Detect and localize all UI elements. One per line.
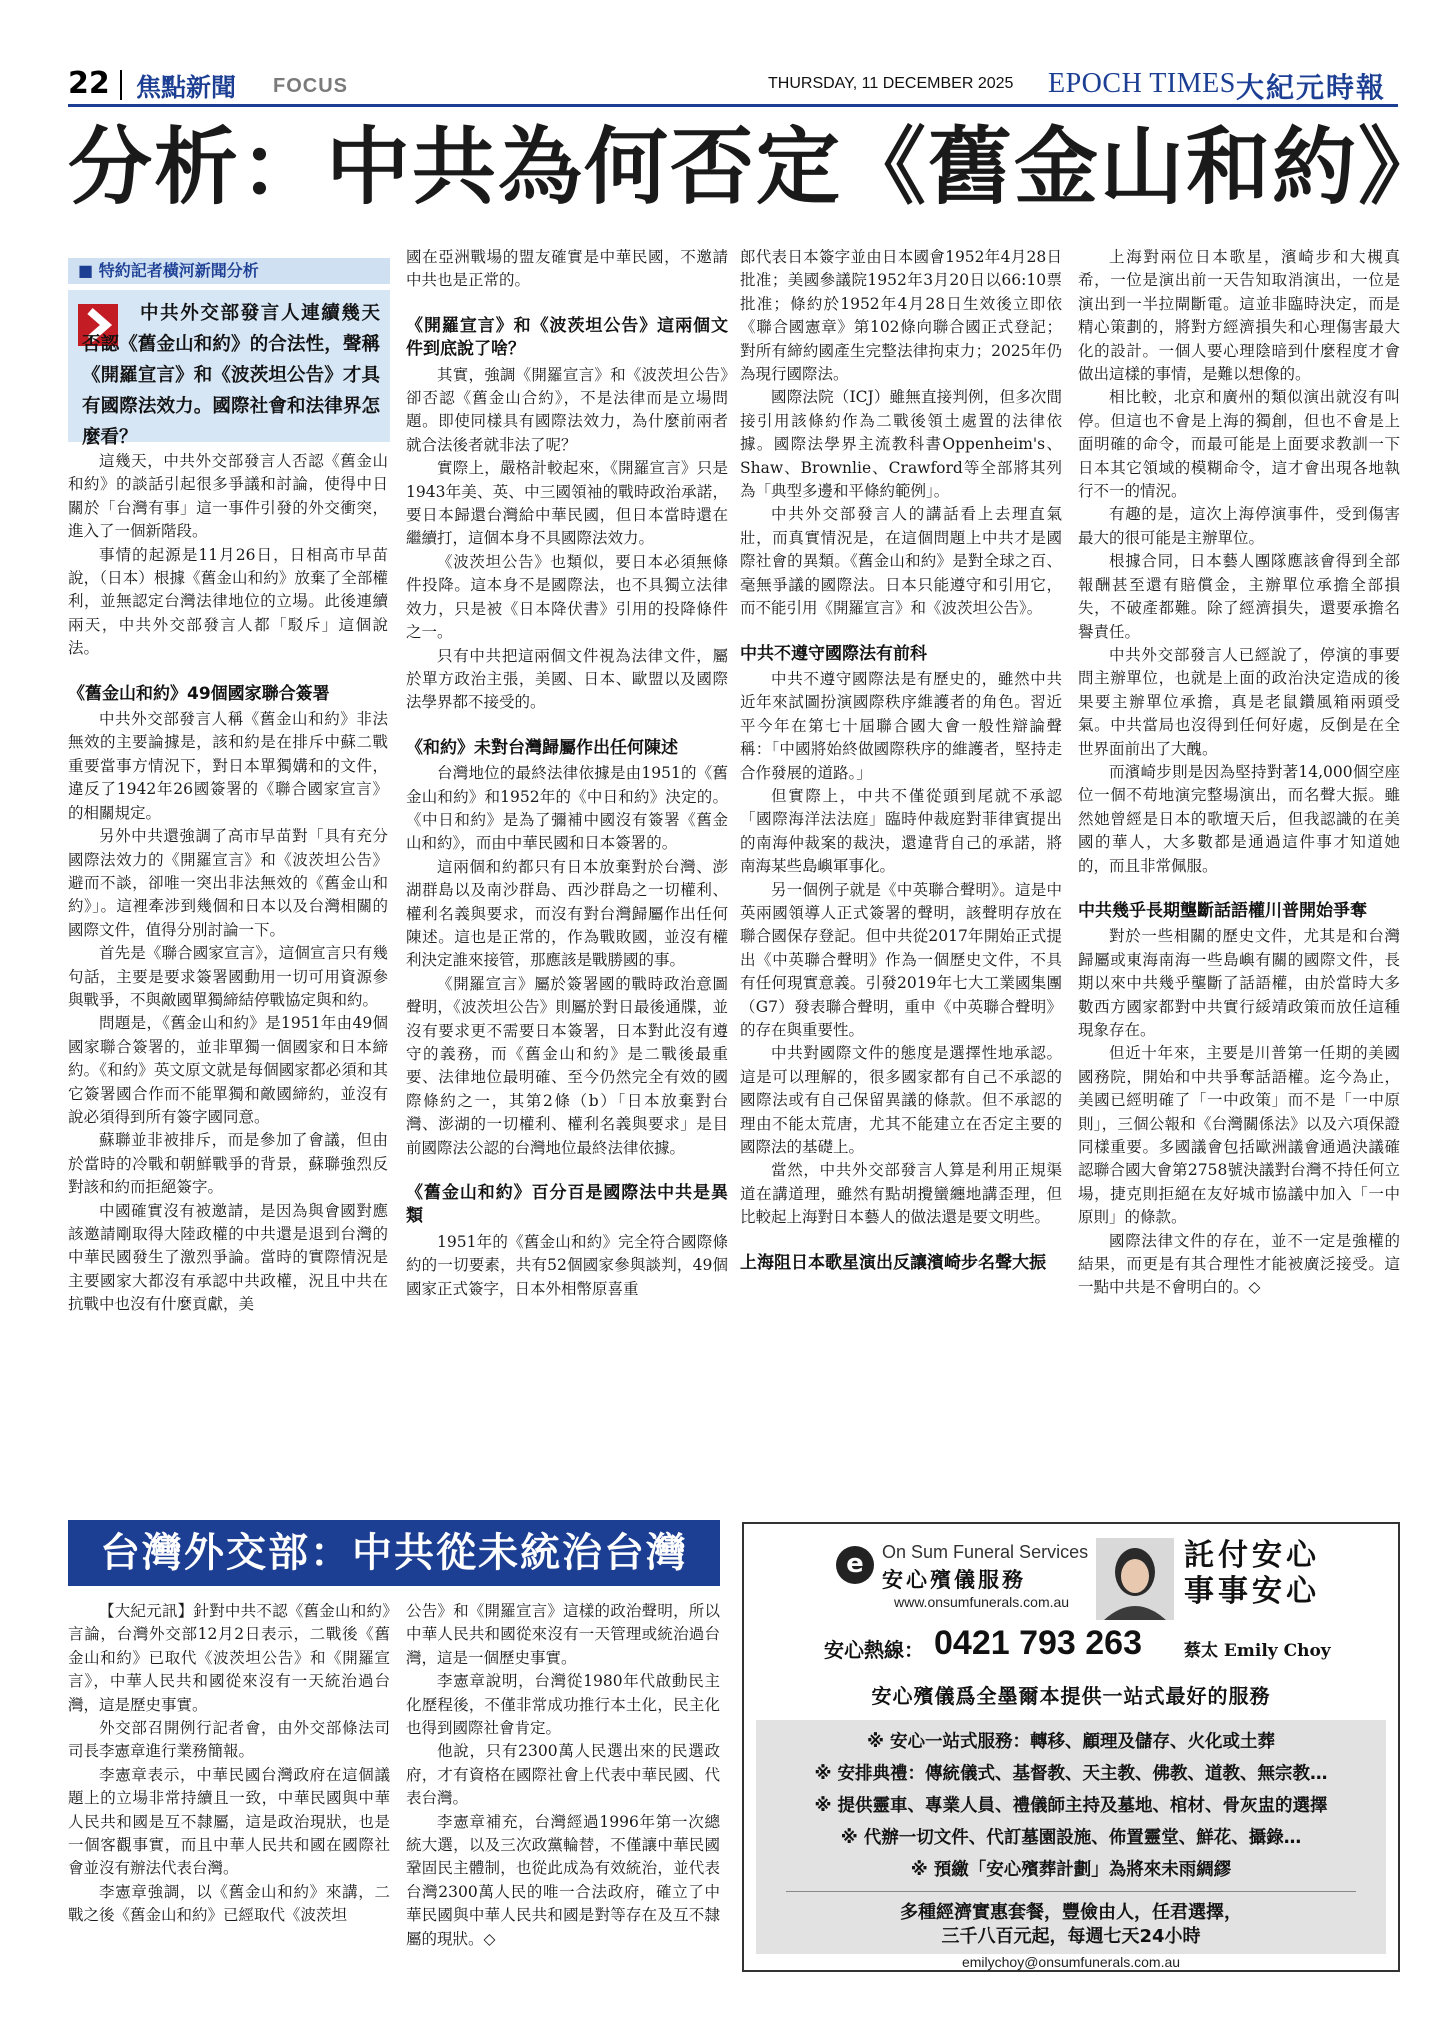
article-paragraph: 而濱崎步則是因為堅持對著14,000個空座位一個不苟地演完整場演出，而名聲大振。雖然她曾經是日本的歌壇天后，但我認識的在美國的華人，大多數都是通過這件事才知道她的，而且非常佩服。 (1078, 762, 1400, 875)
article-paragraph: 根據合同，日本藝人團隊應該會得到全部報酬甚至還有賠償金，主辦單位承擔全部損失，不破產都難。除了經濟損失，還要承擔名譽責任。 (1078, 552, 1400, 641)
article-paragraph: 相比較，北京和廣州的類似演出就沒有叫停。但這也不會是上海的獨創，但也不會是上面明確的命令，而最可能是上面要求教訓一下日本其它領域的模糊命令，這才會出現各地執行不一的情況。 (1078, 388, 1400, 501)
article-paragraph: 但實際上，中共不僅從頭到尾就不承認「國際海洋法法庭」臨時仲裁庭對菲律賓提出的南海仲裁案的裁決，還違背自己的承諾，將南海某些島嶼軍事化。 (740, 786, 1062, 876)
ad-slogan-line-2: 事事安心 (1184, 1574, 1320, 1609)
article-paragraph: 這幾天，中共外交部發言人否認《舊金山和約》的談話引起很多爭議和討論，使得中日關於「台灣有事」這一事件引發的外交衝突，進入了一個新階段。 (68, 452, 388, 541)
article-paragraph: 實際上，嚴格計較起來，《開羅宣言》只是1943年美、英、中三國領袖的戰時政治承諾，要日本歸還台灣給中華民國，但日本當時還在繼續打，這個本身不具國際法效力。 (406, 459, 728, 548)
article-subheading: 《開羅宣言》和《波茨坦公告》這兩個文件到底說了啥？ (406, 315, 728, 360)
article-paragraph: 李憲章強調，以《舊金山和約》來講，二戰之後《舊金山和約》已經取代《波茨坦 (68, 1882, 390, 1925)
article-subheading: 中共不遵守國際法有前科 (740, 643, 927, 664)
page-number: 22 (68, 66, 110, 101)
article-paragraph: 《開羅宣言》屬於簽署國的戰時政治意圖聲明，《波茨坦公告》則屬於對日最後通牒，並沒有要求更不需要日本簽署，日本對此沒有遵守的義務，而《舊金山和約》是二戰後最重要、法律地位最明確、至今仍然完全有效的國際條約之一，其第2條（b）「日本放棄對台灣、澎湖的一切權利、權利名義與要求」是目前國際法公認的台灣地位最終法律依據。 (406, 974, 728, 1157)
ad-tagline: 安心殯儀爲全墨爾本提供一站式最好的服務 (871, 1684, 1271, 1708)
article-paragraph: 李憲章補充，台灣經過1996年第一次總統大選，以及三次政黨輪替，不僅讓中華民國鞏固民主體制，也從此成為有效統治，並代表台灣2300萬人民的唯一合法政府，確立了中華民國與中華人民共和國是對等存在及互不隸屬的現狀。◇ (406, 1812, 720, 1948)
article-subheading: 上海阻日本歌星演出反讓濱崎步名聲大振 (740, 1252, 1046, 1273)
article-paragraph: 蘇聯並非被排斥，而是參加了會議，但由於當時的冷戰和朝鮮戰爭的背景，蘇聯強烈反對該和約而拒絕簽字。 (68, 1131, 388, 1197)
byline-tag (68, 258, 390, 284)
ad-slogan-line-1: 託付安心 (1184, 1538, 1320, 1573)
issue-date: THURSDAY, 11 DECEMBER 2025 (768, 75, 1014, 92)
article-subheading: 《和約》未對台灣歸屬作出任何陳述 (406, 737, 678, 758)
section-subtitle: FOCUS (273, 75, 348, 97)
article-paragraph: 中共外交部發言人已經說了，停演的事要問主辦單位，也就是上面的政治決定造成的後果要主辦單位承擔，真是老鼠鑽風箱兩頭受氣。中共當局也沒得到任何好處，反倒是在全世界面前出了大醜。 (1078, 645, 1400, 758)
ad-divider (786, 1891, 1356, 1892)
funeral-logo-icon: e (836, 1546, 874, 1584)
article-column-3 (740, 246, 1062, 1277)
article-column-4 (1078, 246, 1400, 1300)
article-paragraph: 國際法律文件的存在，並不一定是強權的結果，而更是有其合理性才能被廣泛接受。這一點中共是不會明白的。◇ (1078, 1231, 1400, 1297)
service-item: ※ 安心一站式服務：轉移、顧理及儲存、火化或土葬 (866, 1732, 1276, 1752)
hotline-phone: 0421 793 263 (934, 1624, 1142, 1662)
article-paragraph: 中共不遵守國際法是有歷史的，雖然中共近年來試圖扮演國際秩序維護者的角色。習近平今年在第七十屆聯合國大會一般性辯論聲稱：「中國將始終做國際秩序的維護者，堅持走合作發展的道路。」 (740, 669, 1062, 782)
article-paragraph: 另一個例子就是《中英聯合聲明》。這是中英兩國領導人正式簽署的聲明，該聲明存放在聯合國保存登記。但中共從2017年開始正式提出《中英聯合聲明》作為一個歷史文件，不具有任何現實意義。引發2019年七大工業國集團（G7）發表聯合聲明，重申《中英聯合聲明》的存在與重要性。 (740, 880, 1062, 1039)
header-divider (120, 70, 122, 100)
contact-name: 蔡太 Emily Choy (1184, 1641, 1331, 1661)
article-paragraph: 公告》和《開羅宣言》這樣的政治聲明，所以中華人民共和國從來沒有一天管理或統治過台灣，這是一個歷史事實。 (406, 1602, 720, 1667)
contact-portrait (1096, 1538, 1174, 1620)
article-paragraph: 郎代表日本簽字並由日本國會1952年4月28日批准；美國參議院1952年3月20日以66:10票批准；條約於1952年4月28日生效後立即依《聯合國憲章》第102條向聯合國正式登記；對所有締約國產生完整法律拘束力；2025年仍為現行國際法。 (740, 248, 1062, 384)
article-paragraph: 台灣地位的最終法律依據是由1951的《舊金山和約》和1952年的《中日和約》決定的。《中日和約》是為了彌補中國沒有簽署《舊金山和約》，而由中華民國和日本簽署的。 (406, 764, 728, 853)
teaser-text: 中共外交部發言人連續幾天否認《舊金山和約》的合法性，聲稱《開羅宣言》和《波茨坦公告》才具有國際法效力。國際社會和法律界怎麼看？ (82, 303, 380, 448)
ad-company-name-en: On Sum Funeral Services (882, 1542, 1089, 1562)
masthead-english: EPOCH TIMES (1048, 68, 1236, 99)
masthead-chinese: 大紀元時報 (1236, 71, 1387, 104)
article-paragraph: 李憲章說明，台灣從1980年代啟動民主化歷程後，不僅非常成功推行本土化，民主化也得到國際社會肯定。 (406, 1672, 720, 1738)
byline-tag-text: ■ 特約記者橫河新聞分析 (78, 261, 259, 280)
story2-column-1 (68, 1600, 390, 1928)
article-paragraph: 李憲章表示，中華民國台灣政府在這個議題上的立場非常持續且一致，中華民國與中華人民共和國是互不隸屬，這是政治現狀，也是一個客觀事實，而且中華人民共和國在國際社會並沒有辦法代表台灣。 (68, 1765, 390, 1878)
service-item: ※ 安排典禮：傳統儀式、基督教、天主教、佛教、道教、無宗教… (814, 1764, 1328, 1784)
ad-services-panel (756, 1720, 1386, 1954)
article-paragraph: 首先是《聯合國家宣言》，這個宣言只有幾句話，主要是要求簽署國動用一切可用資源參與戰爭，不與敵國單獨締結停戰協定與和約。 (68, 944, 388, 1009)
article-subheading: 《舊金山和約》49個國家聯合簽署 (68, 683, 330, 704)
article-paragraph: 中共外交部發言人稱《舊金山和約》非法無效的主要論據是，該和約是在排斥中蘇二戰重要當事方情況下，對日本單獨媾和的文件，違反了1942年26國簽署的《聯合國家宣言》的相關規定。 (68, 710, 388, 822)
ad-company-name-zh: 安心殯儀服務 (882, 1567, 1026, 1592)
article-paragraph: 但近十年來，主要是川普第一任期的美國國務院，開始和中共爭奪話語權。迄今為止，美國已經明確了「一中政策」而不是「一中原則」，三個公報和《台灣關係法》以及六項保證同樣重要。多國議會包括歐洲議會通過決議確認聯合國大會第2758號決議對台灣不持任何立場，捷克則拒絕在友好城市協議中加入「一中原則」的條款。 (1078, 1044, 1400, 1227)
service-item: ※ 預繳「安心殯葬計劃」為將來未雨綢繆 (910, 1860, 1232, 1880)
article-headline: 分析：中共為何否定《舊金山和約》 (68, 117, 1445, 216)
article-paragraph: 對於一些相關的歷史文件，尤其是和台灣歸屬或東海南海一些島嶼有關的國際文件，長期以來中共幾乎壟斷了話語權，由於當時大多數西方國家都對中共實行綏靖政策而放任這種現象存在。 (1078, 927, 1400, 1039)
article-paragraph: 中共對國際文件的態度是選擇性地承認。這是可以理解的，很多國家都有自己不承認的國際法或有自己保留異議的條款。但不承認的理由不能太荒唐，尤其不能建立在否定主要的國際法的基礎上。 (740, 1044, 1062, 1157)
article-paragraph: 有趣的是，這次上海停演事件，受到傷害最大的很可能是主辦單位。 (1078, 505, 1400, 547)
ad-promo-line-2: 三千八百元起，每週七天24小時 (941, 1926, 1201, 1947)
article-column-1 (68, 450, 388, 1317)
article-paragraph: 國際法院（ICJ）雖無直接判例，但多次間接引用該條約作為二戰後領土處置的法律依據。國際法學界主流教科書Oppenheim's、Shaw、Brownlie、Crawford等全部將其列為「典型多邊和平條約範例」。 (740, 388, 1062, 501)
ad-website: www.onsumfunerals.com.au (894, 1594, 1070, 1610)
article-subheading: 《舊金山和約》百分百是國際法中共是異類 (406, 1183, 728, 1227)
article-paragraph: 《波茨坦公告》也類似，要日本必須無條件投降。這本身不是國際法，也不具獨立法律效力，只是被《日本降伏書》引用的投降條件之一。 (406, 552, 728, 642)
article-paragraph: 國在亞洲戰場的盟友確實是中華民國，不邀請中共也是正常的。 (406, 248, 728, 290)
service-item: ※ 提供靈車、專業人員、禮儀師主持及墓地、棺材、骨灰盅的選擇 (814, 1796, 1328, 1816)
article-paragraph: 他說，只有2300萬人民選出來的民選政府，才有資格在國際社會上代表中華民國、代表台灣。 (406, 1742, 720, 1808)
article-teaser (68, 290, 390, 448)
article-paragraph: 另外中共還強調了高市早苗對「具有充分國際法效力的《開羅宣言》和《波茨坦公告》避而不談，卻唯一突出非法無效的《舊金山和約》」。這裡牽涉到幾個和日本以及台灣相關的國際文件，值得分別討論一下。 (68, 827, 388, 939)
service-item: ※ 代辦一切文件、代訂墓園設施、佈置靈堂、鮮花、攝錄… (840, 1828, 1302, 1848)
ad-email: emilychoy@onsumfunerals.com.au (961, 1954, 1181, 1970)
story2-column-2 (406, 1600, 720, 1951)
article-paragraph: 這兩個和約都只有日本放棄對於台灣、澎湖群島以及南沙群島、西沙群島之一切權利、權利名義與要求，而沒有對台灣歸屬作出任何陳述。這也是正常的，作為戰敗國，並沒有權利決定誰來接管，那應該是戰勝國的事。 (406, 857, 728, 970)
funeral-advertisement (742, 1522, 1400, 1972)
article-paragraph: 當然，中共外交部發言人算是利用正規渠道在講道理，雖然有點胡攪蠻纏地講歪理，但比較起上海對日本藝人的做法還是要文明些。 (740, 1161, 1062, 1227)
article-paragraph: 中國確實沒有被邀請，是因為與會國對應該邀請剛取得大陸政權的中共還是退到台灣的中華民國發生了激烈爭論。當時的實際情況是主要國家大都沒有承認中共政權，況且中共在抗戰中也沒有什麼貢獻，美 (68, 1201, 388, 1314)
article-column-2 (406, 246, 728, 1301)
story2-headline: 台灣外交部：中共從未統治台灣 (68, 1520, 720, 1586)
article-paragraph: 上海對兩位日本歌星，濱崎步和大槻真希，一位是演出前一天告知取消演出，一位是演出到一半拉閘斷電。這並非臨時決定，而是精心策劃的，將對方經濟損失和心理傷害最大化的設計。一個人要心理陰暗到什麼程度才會做出這樣的事情，是難以想像的。 (1078, 248, 1400, 384)
ad-slogan (1184, 1538, 1384, 1610)
header-rule (68, 104, 1398, 107)
section-title: 焦點新聞 (136, 73, 237, 102)
article-paragraph: 只有中共把這兩個文件視為法律文件，屬於單方政治主張，美國、日本、歐盟以及國際法學界都不接受的。 (406, 646, 728, 712)
article-paragraph: 外交部召開例行記者會，由外交部條法司司長李憲章進行業務簡報。 (68, 1719, 390, 1761)
article-paragraph: 問題是，《舊金山和約》是1951年由49個國家聯合簽署的，並非單獨一個國家和日本締約。《和約》英文原文就是每個國家都必須和其它簽署國合作而不能單獨和敵國締約，並沒有說必須得到所有簽字國同意。 (68, 1014, 388, 1126)
article-paragraph: 1951年的《舊金山和約》完全符合國際條約的一切要素，共有52個國家參與談判，49個國家正式簽字，日本外相幣原喜重 (406, 1232, 728, 1298)
article-subheading: 中共幾乎長期壟斷話語權川普開始爭奪 (1078, 900, 1367, 921)
article-paragraph: 其實，強調《開羅宣言》和《波茨坦公告》卻否認《舊金山合約》，不是法律而是立場問題。即使同樣具有國際法效力，為什麼前兩者就合法後者就非法了呢？ (406, 365, 728, 454)
ad-promo-line-1: 多種經濟實惠套餐，豐儉由人，任君選擇， (900, 1902, 1242, 1923)
article-paragraph: 中共外交部發言人的講話看上去理直氣壯，而真實情況是，在這個問題上中共才是國際社會的異類。《舊金山和約》是對全球之百、毫無爭議的國際法。日本只能遵守和引用它，而不能引用《開羅宣言》和《波茨坦公告》。 (740, 505, 1062, 618)
article-paragraph: 【大紀元訊】針對中共不認《舊金山和約》言論，台灣外交部12月2日表示，二戰後《舊金山和約》已取代《波茨坦公告》和《開羅宣言》，中華人民共和國從來沒有一天統治過台灣，這是歷史事實。 (68, 1602, 390, 1714)
article-paragraph: 事情的起源是11月26日，日相高市早苗說，（日本）根據《舊金山和約》放棄了全部權利，並無認定台灣法律地位的立場。此後連續兩天，中共外交部發言人都「駁斥」這個說法。 (68, 545, 388, 658)
hotline-label: 安心熱線： (824, 1638, 924, 1662)
